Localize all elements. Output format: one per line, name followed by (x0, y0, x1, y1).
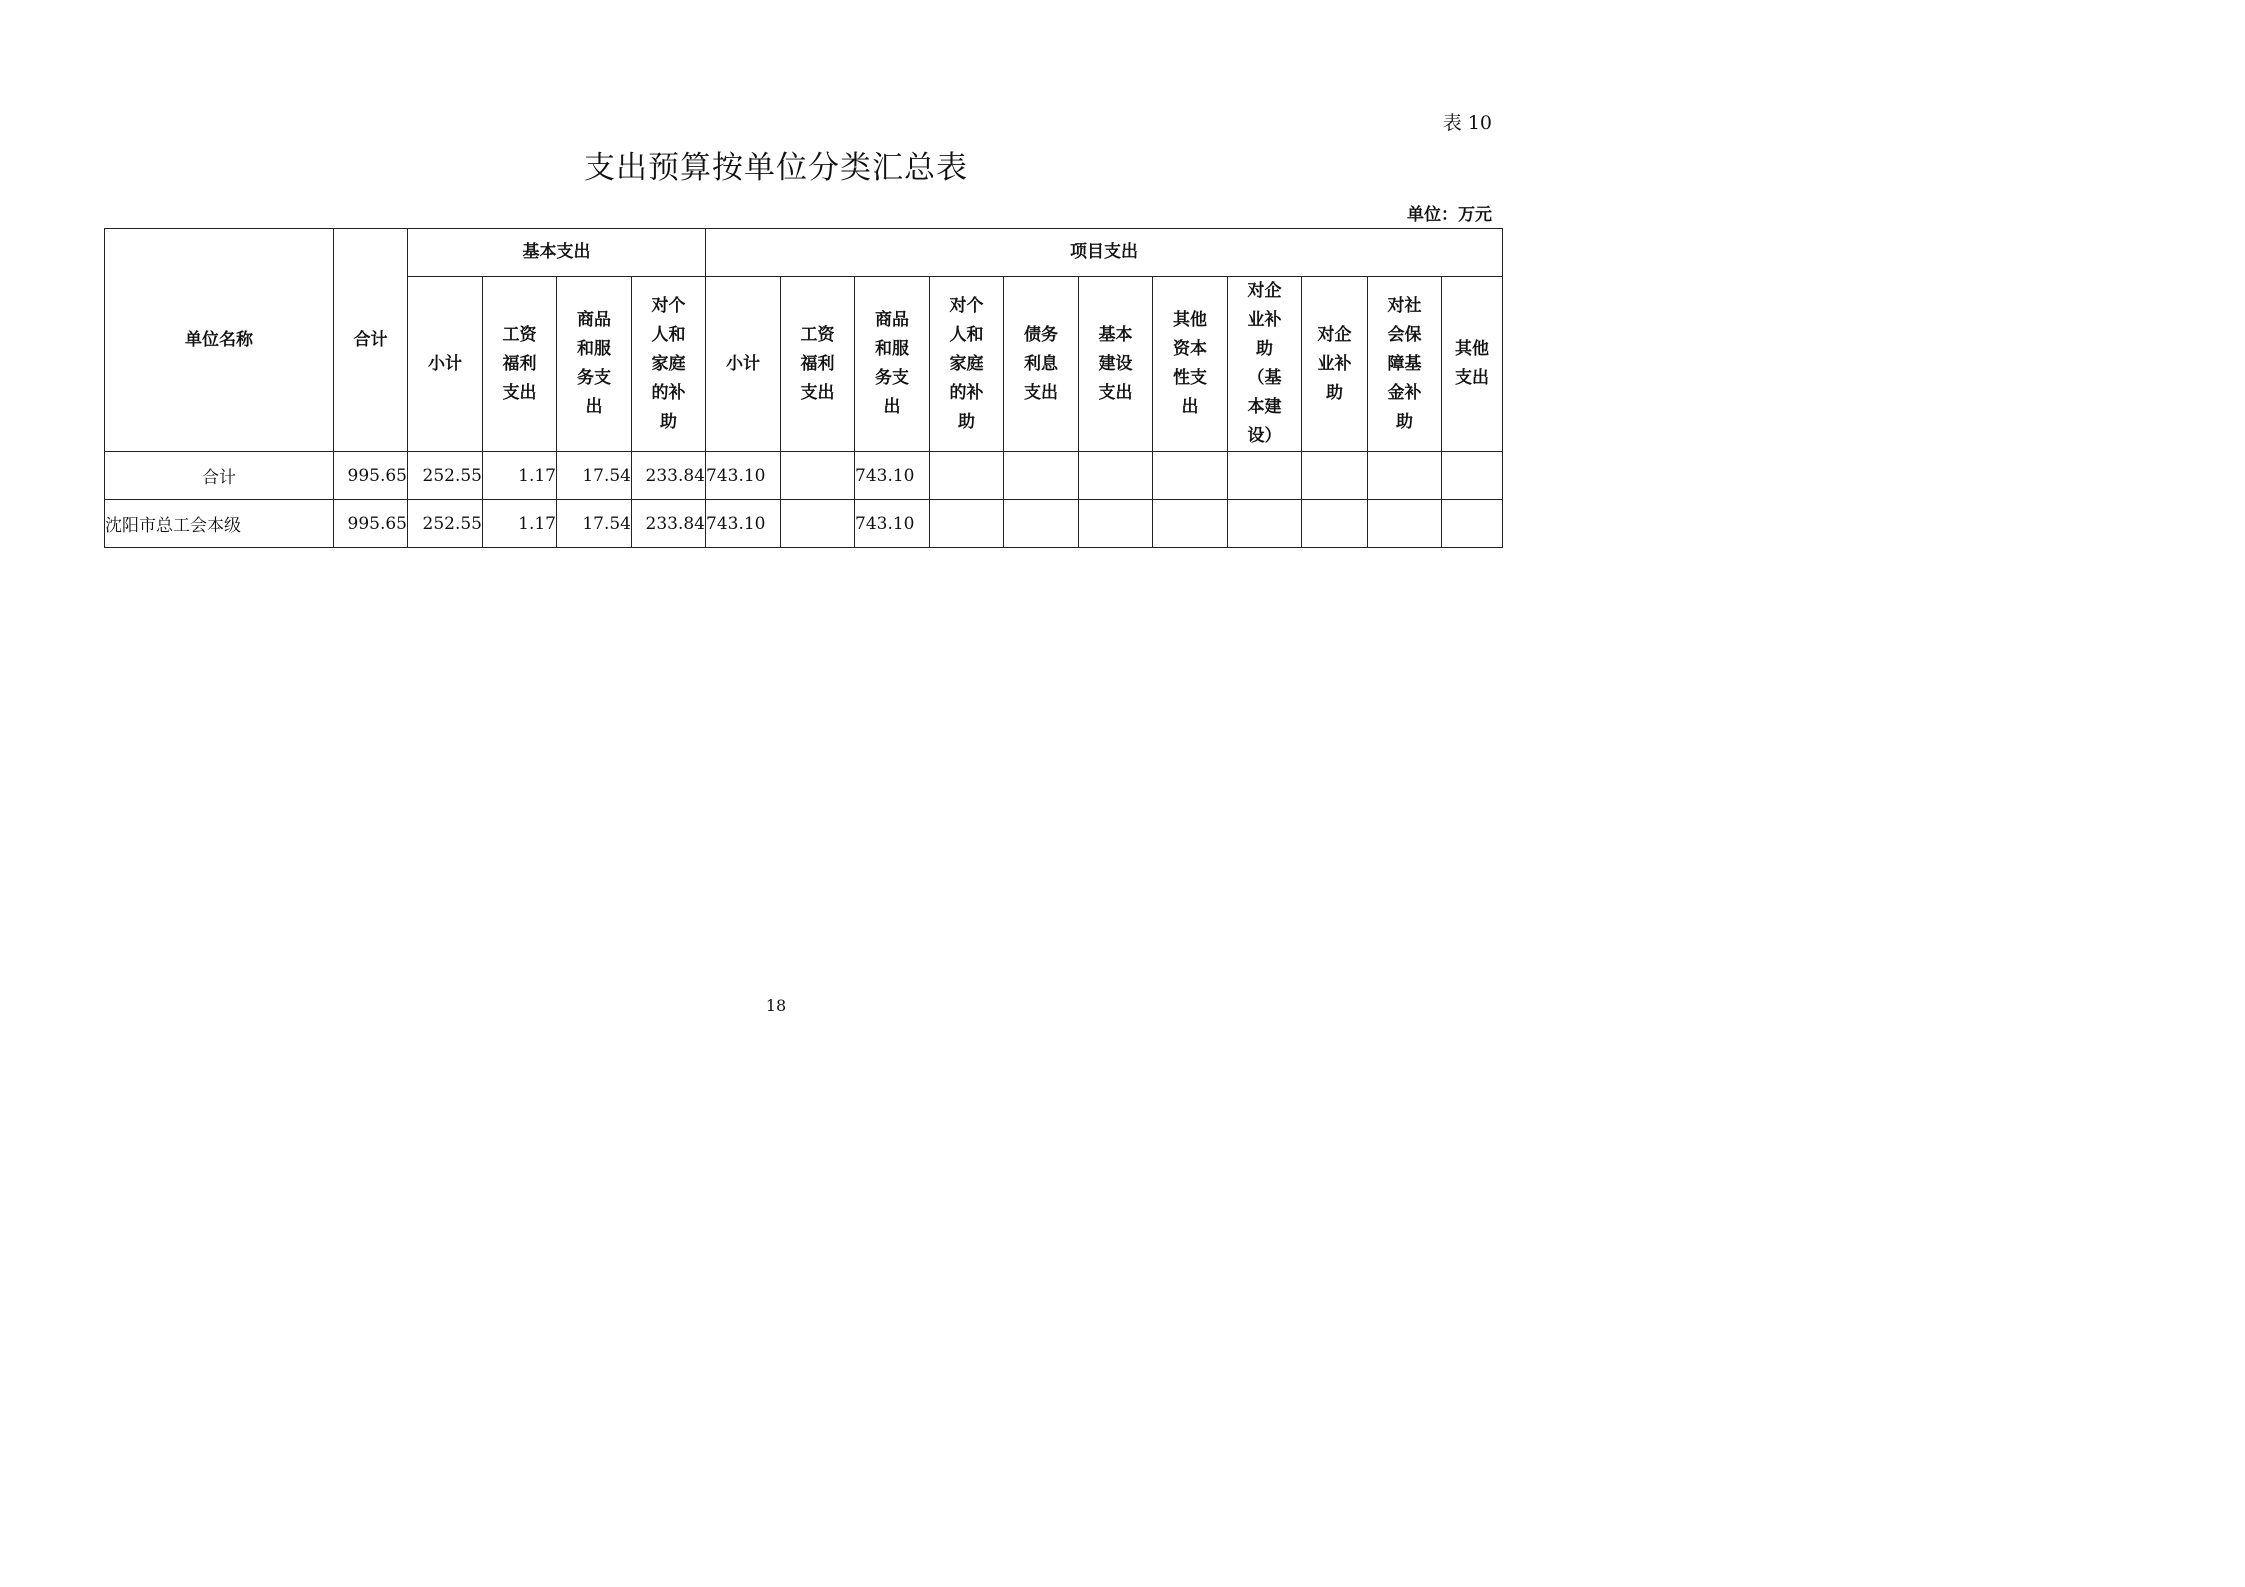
cell-name: 合计 (105, 452, 334, 500)
cell-project-enterprise (1302, 500, 1368, 548)
cell-basic-wage: 1.17 (483, 500, 557, 548)
cell-basic-wage: 1.17 (483, 452, 557, 500)
header-project-goods: 商品和服务支出 (855, 277, 930, 452)
table-row (105, 500, 1503, 548)
cell-project-debt (1004, 452, 1079, 500)
header-project-personal: 对个人和家庭的补助 (930, 277, 1004, 452)
header-project-social-security: 对社会保障基金补助 (1368, 277, 1442, 452)
cell-project-capital (1153, 500, 1228, 548)
unit-label: 单位：万元 (1407, 205, 1492, 225)
cell-project-subtotal: 743.10 (706, 452, 781, 500)
cell-project-debt (1004, 500, 1079, 548)
header-project-subtotal: 小计 (706, 277, 781, 452)
header-basic-wage: 工资福利支出 (483, 277, 557, 452)
cell-project-other (1442, 452, 1503, 500)
table-number: 表 10 (1442, 112, 1492, 134)
header-project-expenditure: 项目支出 (706, 229, 1503, 277)
page-number: 18 (765, 996, 787, 1015)
cell-project-social-security (1368, 500, 1442, 548)
header-basic-subtotal: 小计 (408, 277, 483, 452)
header-basic-personal: 对个人和家庭的补助 (632, 277, 706, 452)
budget-table (104, 228, 1503, 548)
cell-total: 995.65 (334, 452, 408, 500)
cell-project-social-security (1368, 452, 1442, 500)
cell-project-capital (1153, 452, 1228, 500)
cell-project-personal (930, 500, 1004, 548)
cell-project-wage (781, 452, 855, 500)
table-row-total (105, 452, 1503, 500)
cell-project-enterprise-construction (1228, 452, 1302, 500)
cell-project-construction (1079, 452, 1153, 500)
header-project-construction: 基本建设支出 (1079, 277, 1153, 452)
cell-name: 沈阳市总工会本级 (105, 500, 334, 548)
cell-basic-goods: 17.54 (557, 452, 632, 500)
cell-project-wage (781, 500, 855, 548)
cell-project-subtotal: 743.10 (706, 500, 781, 548)
header-project-enterprise-construction: 对企业补助（基本建设） (1228, 277, 1302, 452)
cell-basic-subtotal: 252.55 (408, 500, 483, 548)
cell-project-personal (930, 452, 1004, 500)
header-total: 合计 (334, 229, 408, 452)
cell-basic-personal: 233.84 (632, 500, 706, 548)
cell-project-construction (1079, 500, 1153, 548)
cell-project-enterprise (1302, 452, 1368, 500)
header-project-enterprise: 对企业补助 (1302, 277, 1368, 452)
cell-project-goods: 743.10 (855, 452, 930, 500)
header-project-capital: 其他资本性支出 (1153, 277, 1228, 452)
header-unit-name: 单位名称 (105, 229, 334, 452)
cell-basic-personal: 233.84 (632, 452, 706, 500)
cell-project-other (1442, 500, 1503, 548)
header-project-debt: 债务利息支出 (1004, 277, 1079, 452)
cell-project-goods: 743.10 (855, 500, 930, 548)
header-project-wage: 工资福利支出 (781, 277, 855, 452)
cell-project-enterprise-construction (1228, 500, 1302, 548)
cell-basic-subtotal: 252.55 (408, 452, 483, 500)
cell-basic-goods: 17.54 (557, 500, 632, 548)
header-basic-expenditure: 基本支出 (408, 229, 706, 277)
page-title: 支出预算按单位分类汇总表 (584, 150, 968, 186)
cell-total: 995.65 (334, 500, 408, 548)
header-basic-goods: 商品和服务支出 (557, 277, 632, 452)
header-project-other: 其他支出 (1442, 277, 1503, 452)
